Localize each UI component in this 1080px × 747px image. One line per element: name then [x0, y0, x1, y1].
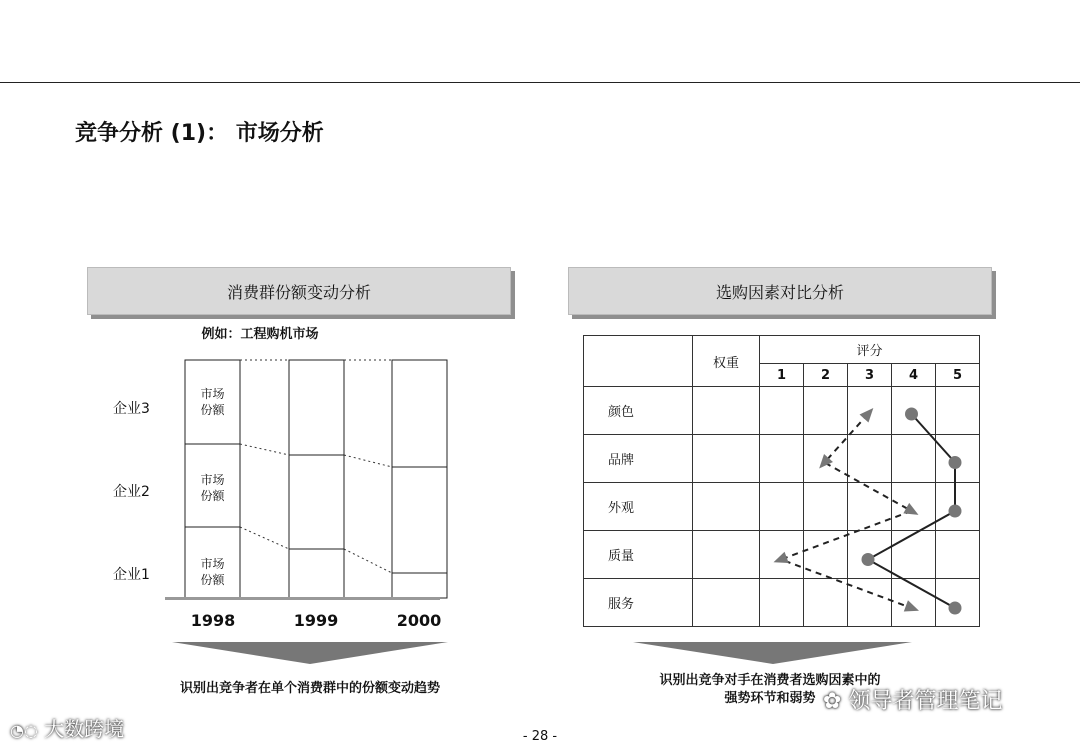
left-panel-header-label: 消费群份额变动分析	[226, 282, 371, 302]
bar-2000	[392, 360, 447, 598]
page-title: 竞争分析 (1)： 市场分析	[75, 121, 324, 146]
connector-lines	[240, 360, 392, 573]
factor-color: 颜色	[584, 387, 693, 435]
right-panel-caption-line2: 强势环节和弱势	[724, 691, 816, 706]
score-2: 2	[804, 364, 848, 387]
table-row	[584, 435, 980, 483]
score-3: 3	[848, 364, 892, 387]
factor-service: 服务	[584, 579, 693, 627]
table-row	[584, 483, 980, 531]
table-row	[584, 531, 980, 579]
score-1: 1	[760, 364, 804, 387]
left-down-arrow	[172, 642, 448, 664]
bar-1999	[289, 360, 344, 598]
factor-brand: 品牌	[584, 435, 693, 483]
weibo-icon: ◔◌	[10, 721, 38, 740]
score-header: 评分	[760, 336, 980, 364]
right-panel-header	[568, 267, 992, 315]
year-1998: 1998	[190, 611, 236, 630]
company2-label: 企业2	[113, 484, 150, 500]
company3-label: 企业3	[113, 401, 150, 417]
watermark-right: ✿ 领导者管理笔记	[823, 689, 1003, 714]
year-1999: 1999	[293, 611, 339, 630]
corner-cell	[584, 336, 693, 387]
share-label-company3: 市场份额	[200, 387, 225, 417]
watermark-left: ◔◌ 大数跨境	[10, 717, 125, 741]
left-panel-subtitle: 例如：工程购机市场	[201, 327, 319, 342]
wechat-icon: ✿	[823, 689, 842, 714]
score-5: 5	[936, 364, 980, 387]
weight-header: 权重	[693, 336, 760, 387]
table-row	[584, 387, 980, 435]
score-4: 4	[892, 364, 936, 387]
company1-label: 企业1	[113, 567, 150, 583]
factor-appearance: 外观	[584, 483, 693, 531]
share-label-company1: 市场份额	[200, 557, 225, 587]
right-panel-header-label: 选购因素对比分析	[715, 282, 844, 302]
factor-quality: 质量	[584, 531, 693, 579]
table-row	[584, 579, 980, 627]
page-number: - 28 -	[522, 729, 558, 744]
right-panel-caption-line1: 识别出竞争对手在消费者选购因素中的	[659, 673, 881, 688]
chart-baseline	[165, 597, 440, 600]
rating-table	[583, 335, 980, 627]
right-down-arrow	[633, 642, 912, 664]
left-panel-caption: 识别出竞争者在单个消费群中的份额变动趋势	[179, 681, 440, 696]
share-label-company2: 市场份额	[200, 473, 225, 503]
year-2000: 2000	[396, 611, 442, 630]
